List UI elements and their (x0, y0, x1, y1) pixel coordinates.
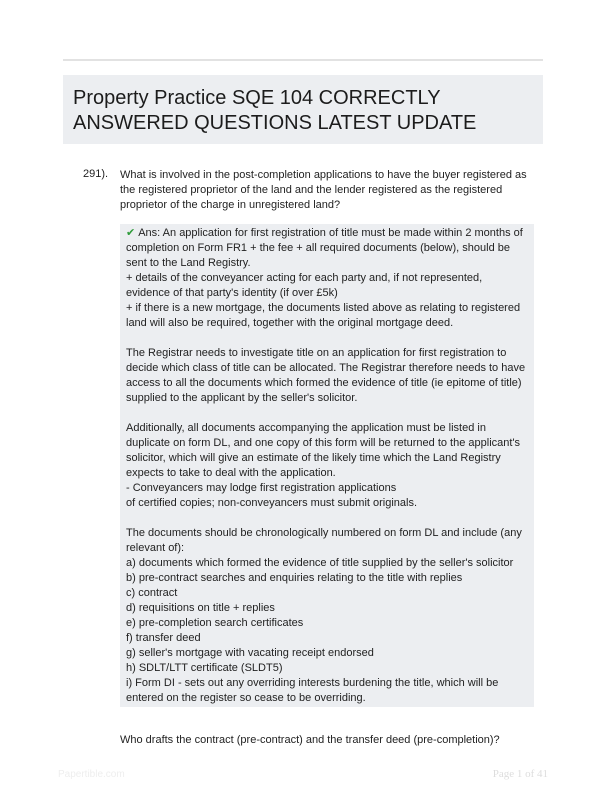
list-item: i) Form DI - sets out any overriding interests burdening the title, which will be entered on the register so cease to be overriding. (126, 677, 499, 704)
answer-intro: ✔ Ans: An application for first registration of title must be made within 2 months of completion on Form FR1 + the fee + all required documents (below), should be sent to the Land Registry. (126, 227, 523, 269)
list-item: a) documents which formed the evidence of title supplied by the seller's solicitor (126, 557, 514, 569)
list-item: f) transfer deed (126, 632, 201, 644)
next-question-text: Who drafts the contract (pre-contract) and the transfer deed (pre-completion)? (120, 734, 500, 746)
answer-new-mortgage: + if there is a new mortgage, the documents listed above as relating to registered land will also be required, together with the original mortgage deed. (126, 302, 521, 329)
list-item: e) pre-completion search certificates (126, 617, 304, 629)
list-item: g) seller's mortgage with vacating receipt endorsed (126, 647, 374, 659)
answer-block (120, 224, 534, 707)
list-item: c) contract (126, 587, 178, 599)
list-item: h) SDLT/LTT certificate (SLDT5) (126, 662, 283, 674)
list-item: b) pre-contract searches and enquiries relating to the title with replies (126, 572, 463, 584)
list-item: d) requisitions on title + replies (126, 602, 275, 614)
answer-conveyancer-details: + details of the conveyancer acting for each party and, if not represented, evidence of that party's identity (if over £5k) (126, 272, 483, 299)
document-title: Property Practice SQE 104 CORRECTLY ANSWERED QUESTIONS LATEST UPDATE (73, 87, 477, 134)
footer-watermark: Papertible.com (58, 769, 125, 780)
answer-conveyancers-lodge: - Conveyancers may lodge first registration applications (126, 482, 397, 494)
question-number: 291). (83, 168, 109, 180)
title-banner (63, 75, 543, 144)
question-text: What is involved in the post-completion applications to have the buyer registered as the registered proprietor of the land and the lender registered as the registered proprietor of the charge in unregistered land? (120, 169, 527, 211)
answer-form-dl: Additionally, all documents accompanying the application must be listed in duplicate on form DL, and one copy of this form will be returned to the applicant's solicitor, which will give an estimate of the likely time which the Land Registry expects to take to deal with the application. (126, 422, 521, 479)
page-number: Page 1 of 41 (492, 768, 548, 780)
check-icon: ✔ (126, 227, 136, 239)
spacer (126, 406, 528, 421)
answer-documents-intro: The documents should be chronologically numbered on form DL and include (any relevant of): (126, 527, 522, 554)
answer-registrar: The Registrar needs to investigate title on an application for first registration to decide which class of title can be allocated. The Registrar therefore needs to have access to all the documents which formed the evidence of title (ie epitome of title) supplied to the applicant by the seller's solicitor. (126, 347, 526, 404)
top-divider (63, 59, 543, 61)
spacer (126, 511, 528, 526)
spacer (126, 331, 528, 346)
answer-certified-copies: of certified copies; non-conveyancers must submit originals. (126, 497, 418, 509)
